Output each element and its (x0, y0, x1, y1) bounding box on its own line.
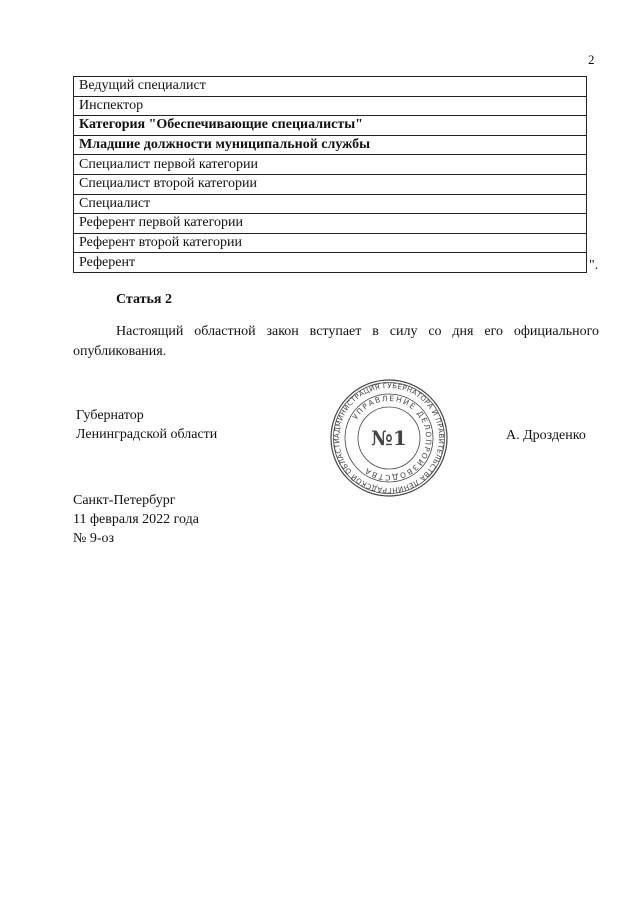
signer-title-line2: Ленинградской области (76, 427, 218, 442)
table-cell: Специалист второй категории (74, 174, 587, 194)
table-cell: Референт второй категории (74, 233, 587, 253)
table-cell: Младшие должности муниципальной службы (74, 135, 587, 155)
article-heading: Статья 2 (116, 292, 172, 307)
table-row (74, 77, 587, 97)
table-row (74, 194, 587, 214)
seal-inner-text: УПРАВЛЕНИЕ ДЕЛОПРОИЗВОДСТВА (350, 393, 434, 483)
table-cell: Референт первой категории (74, 214, 587, 234)
closing-quote: ". (589, 258, 599, 273)
table-cell: Ведущий специалист (74, 77, 587, 97)
table-row (74, 214, 587, 234)
table-cell: Референт (74, 253, 587, 273)
signer-title-line1: Губернатор (76, 408, 144, 423)
date: 11 февраля 2022 года (73, 512, 199, 527)
page-number: 2 (588, 52, 595, 67)
place-date-block (73, 491, 199, 548)
table-row (74, 96, 587, 116)
table-cell: Специалист (74, 194, 587, 214)
positions-table (73, 76, 587, 273)
table-row (74, 155, 587, 175)
law-number: № 9-оз (73, 531, 115, 546)
table-cell: Категория "Обеспечивающие специалисты" (74, 116, 587, 136)
signer-title (76, 406, 217, 444)
table-cell: Инспектор (74, 96, 587, 116)
seal-center-text: №1 (371, 426, 407, 450)
table-cell: Специалист первой категории (74, 155, 587, 175)
seal-outer-text: АДМИНИСТРАЦИЯ ГУБЕРНАТОРА И ПРАВИТЕЛЬСТВА ЛЕНИНГРАДСКОЙ ОБЛАСТИ (332, 381, 446, 495)
table-row (74, 253, 587, 273)
table-row (74, 233, 587, 253)
table-row (74, 174, 587, 194)
city: Санкт-Петербург (73, 493, 176, 508)
table-row (74, 135, 587, 155)
table-row (74, 116, 587, 136)
signer-name: А. Дрозденко (506, 428, 586, 443)
article-text: Настоящий областной закон вступает в силу со дня его официального опубликования. (73, 324, 599, 359)
official-seal (329, 378, 449, 498)
